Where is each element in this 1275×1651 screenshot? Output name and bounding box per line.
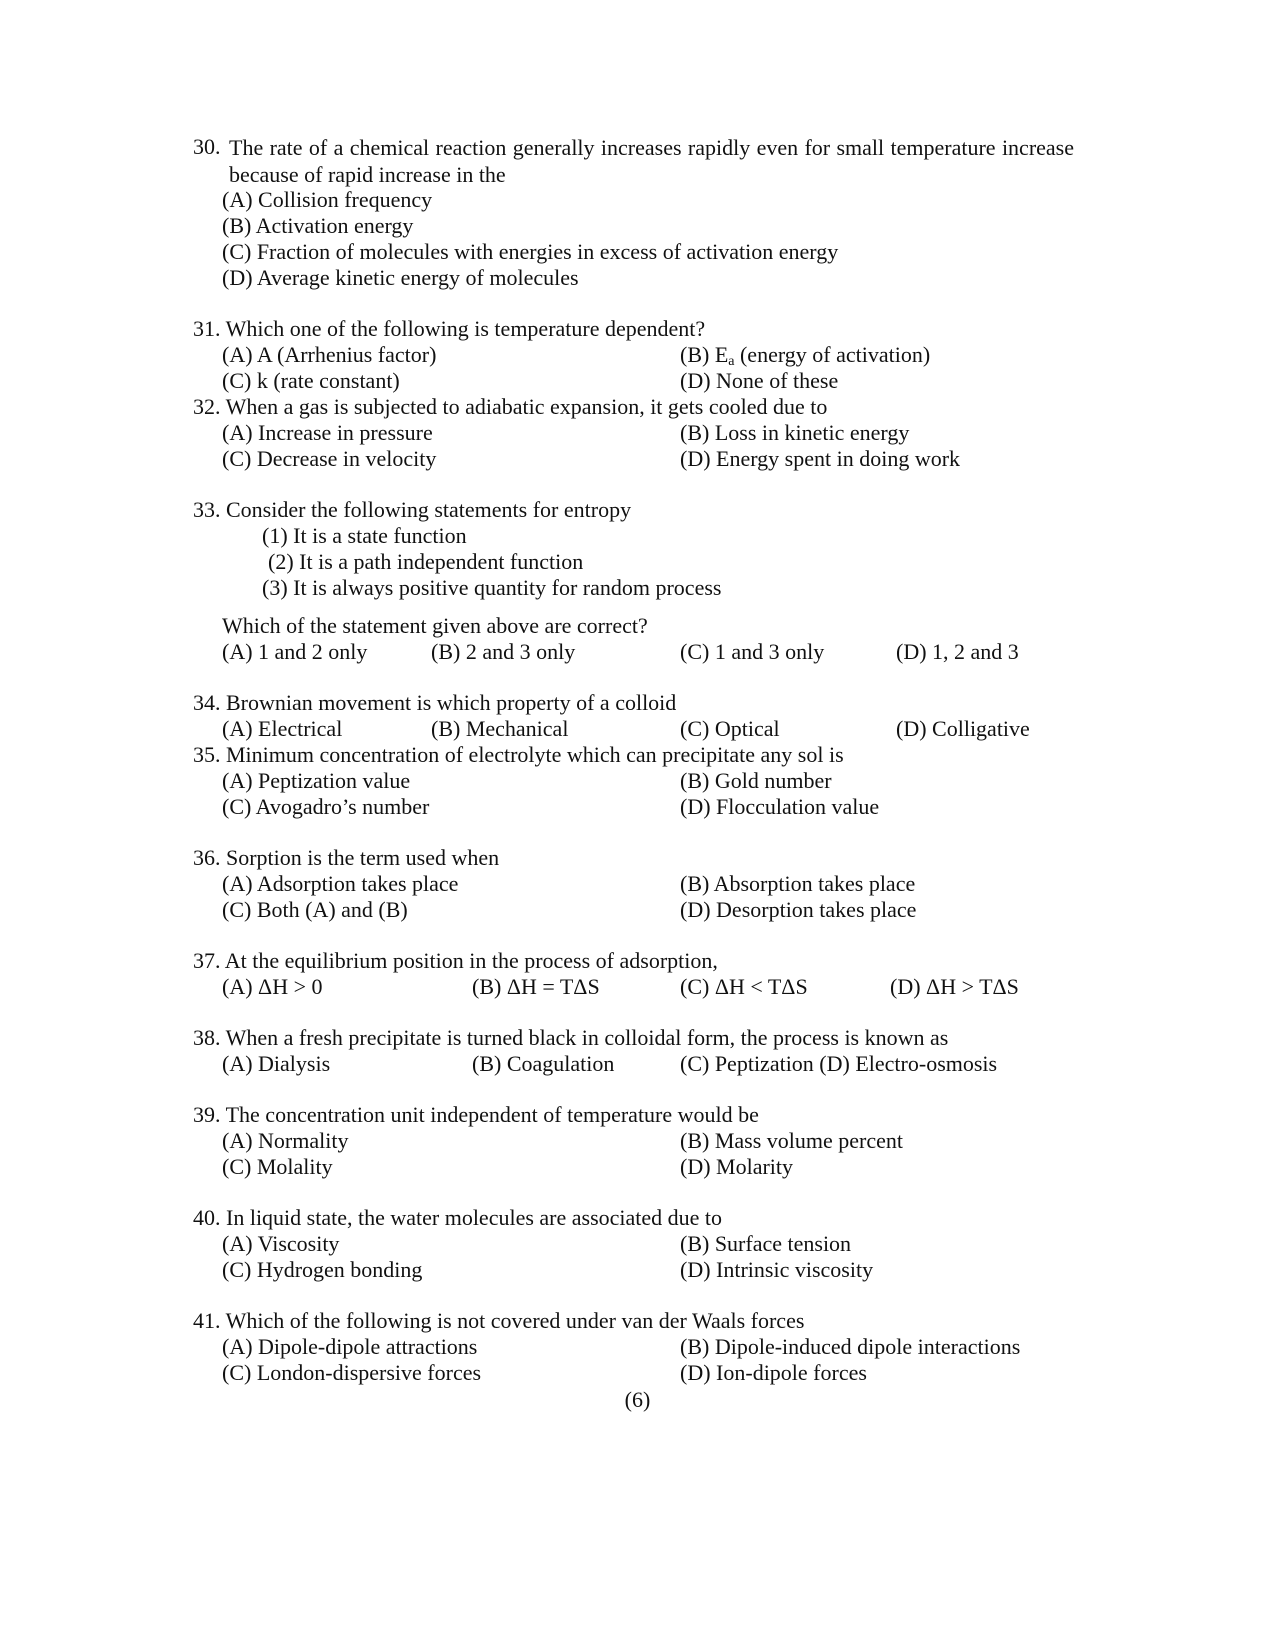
option-b: (B) Activation energy bbox=[222, 213, 414, 238]
option-c: (C) London-dispersive forces bbox=[222, 1360, 482, 1385]
option-a: (A) Peptization value bbox=[222, 768, 411, 793]
option-a: (A) 1 and 2 only bbox=[222, 639, 368, 664]
option-a: (A) Adsorption takes place bbox=[222, 871, 459, 896]
question-text: 37. At the equilibrium position in the process of adsorption, bbox=[193, 948, 718, 973]
option-a: (A) ΔH > 0 bbox=[222, 974, 323, 999]
option-d: (D) None of these bbox=[680, 368, 839, 393]
option-b: (B) Loss in kinetic energy bbox=[680, 420, 910, 445]
option-d: (D) Desorption takes place bbox=[680, 897, 917, 922]
option-d: (D) Molarity bbox=[680, 1154, 794, 1179]
question-text: 40. In liquid state, the water molecules are associated due to bbox=[193, 1205, 723, 1230]
option-d: (D) 1, 2 and 3 bbox=[896, 639, 1019, 664]
option-b: (B) Coagulation bbox=[472, 1051, 615, 1076]
option-b: (B) $E_a$ (energy of activation) bbox=[680, 342, 931, 369]
question-text: The rate of a chemical reaction generally increases rapidly even for small temperature increase because of rapid increase in the bbox=[229, 135, 1074, 187]
statement-3: (3) It is always positive quantity for random process bbox=[262, 575, 722, 600]
option-a: (A) Dipole-dipole attractions bbox=[222, 1334, 478, 1359]
question-number: 30. bbox=[193, 134, 221, 159]
question-text: 41. Which of the following is not covered under van der Waals forces bbox=[193, 1308, 805, 1333]
question-text: 33. Consider the following statements for entropy bbox=[193, 497, 632, 522]
question-text: 34. Brownian movement is which property of a colloid bbox=[193, 690, 677, 715]
option-c: (C) Optical bbox=[680, 716, 780, 741]
option-b: (B) Gold number bbox=[680, 768, 832, 793]
option-b: (B) ΔH = TΔS bbox=[472, 974, 600, 999]
option-c: (C) Both (A) and (B) bbox=[222, 897, 408, 922]
option-d: (D) Average kinetic energy of molecules bbox=[222, 265, 579, 290]
option-b: (B) 2 and 3 only bbox=[431, 639, 576, 664]
option-b: (B) Absorption takes place bbox=[680, 871, 916, 896]
option-d: (D) Flocculation value bbox=[680, 794, 880, 819]
option-b: (B) Mechanical bbox=[431, 716, 569, 741]
question-text: 35. Minimum concentration of electrolyte which can precipitate any sol is bbox=[193, 742, 844, 767]
option-d: (D) Colligative bbox=[896, 716, 1030, 741]
question-text: 31. Which one of the following is temperature dependent? bbox=[193, 316, 706, 341]
option-c: (C) ΔH < TΔS bbox=[680, 974, 808, 999]
option-b: (B) Mass volume percent bbox=[680, 1128, 903, 1153]
option-c: (C) k (rate constant) bbox=[222, 368, 400, 393]
option-c: (C) 1 and 3 only bbox=[680, 639, 825, 664]
option-a: (A) Electrical bbox=[222, 716, 343, 741]
page-number: (6) bbox=[624, 1387, 651, 1412]
option-c: (C) Decrease in velocity bbox=[222, 446, 437, 471]
option-c-d: (C) Peptization (D) Electro-osmosis bbox=[680, 1051, 998, 1076]
statement-2: (2) It is a path independent function bbox=[268, 549, 584, 574]
option-c: (C) Fraction of molecules with energies in excess of activation energy bbox=[222, 239, 839, 264]
option-d: (D) Energy spent in doing work bbox=[680, 446, 961, 471]
option-c: (C) Molality bbox=[222, 1154, 333, 1179]
option-a: (A) Normality bbox=[222, 1128, 349, 1153]
option-b: (B) Dipole-induced dipole interactions bbox=[680, 1334, 1021, 1359]
option-c: (C) Avogadro’s number bbox=[222, 794, 430, 819]
option-a: (A) A (Arrhenius factor) bbox=[222, 342, 437, 367]
question-prompt: Which of the statement given above are correct? bbox=[222, 613, 648, 638]
option-a: (A) Dialysis bbox=[222, 1051, 331, 1076]
option-c: (C) Hydrogen bonding bbox=[222, 1257, 423, 1282]
statement-1: (1) It is a state function bbox=[262, 523, 467, 548]
option-b: (B) Surface tension bbox=[680, 1231, 852, 1256]
option-d: (D) Intrinsic viscosity bbox=[680, 1257, 874, 1282]
question-text: 38. When a fresh precipitate is turned black in colloidal form, the process is known as bbox=[193, 1025, 949, 1050]
option-a: (A) Increase in pressure bbox=[222, 420, 433, 445]
option-d: (D) ΔH > TΔS bbox=[890, 974, 1019, 999]
question-text: 32. When a gas is subjected to adiabatic expansion, it gets cooled due to bbox=[193, 394, 828, 419]
question-text: 39. The concentration unit independent of temperature would be bbox=[193, 1102, 759, 1127]
question-text: 36. Sorption is the term used when bbox=[193, 845, 500, 870]
option-a: (A) Viscosity bbox=[222, 1231, 340, 1256]
option-a: (A) Collision frequency bbox=[222, 187, 433, 212]
option-d: (D) Ion-dipole forces bbox=[680, 1360, 867, 1385]
